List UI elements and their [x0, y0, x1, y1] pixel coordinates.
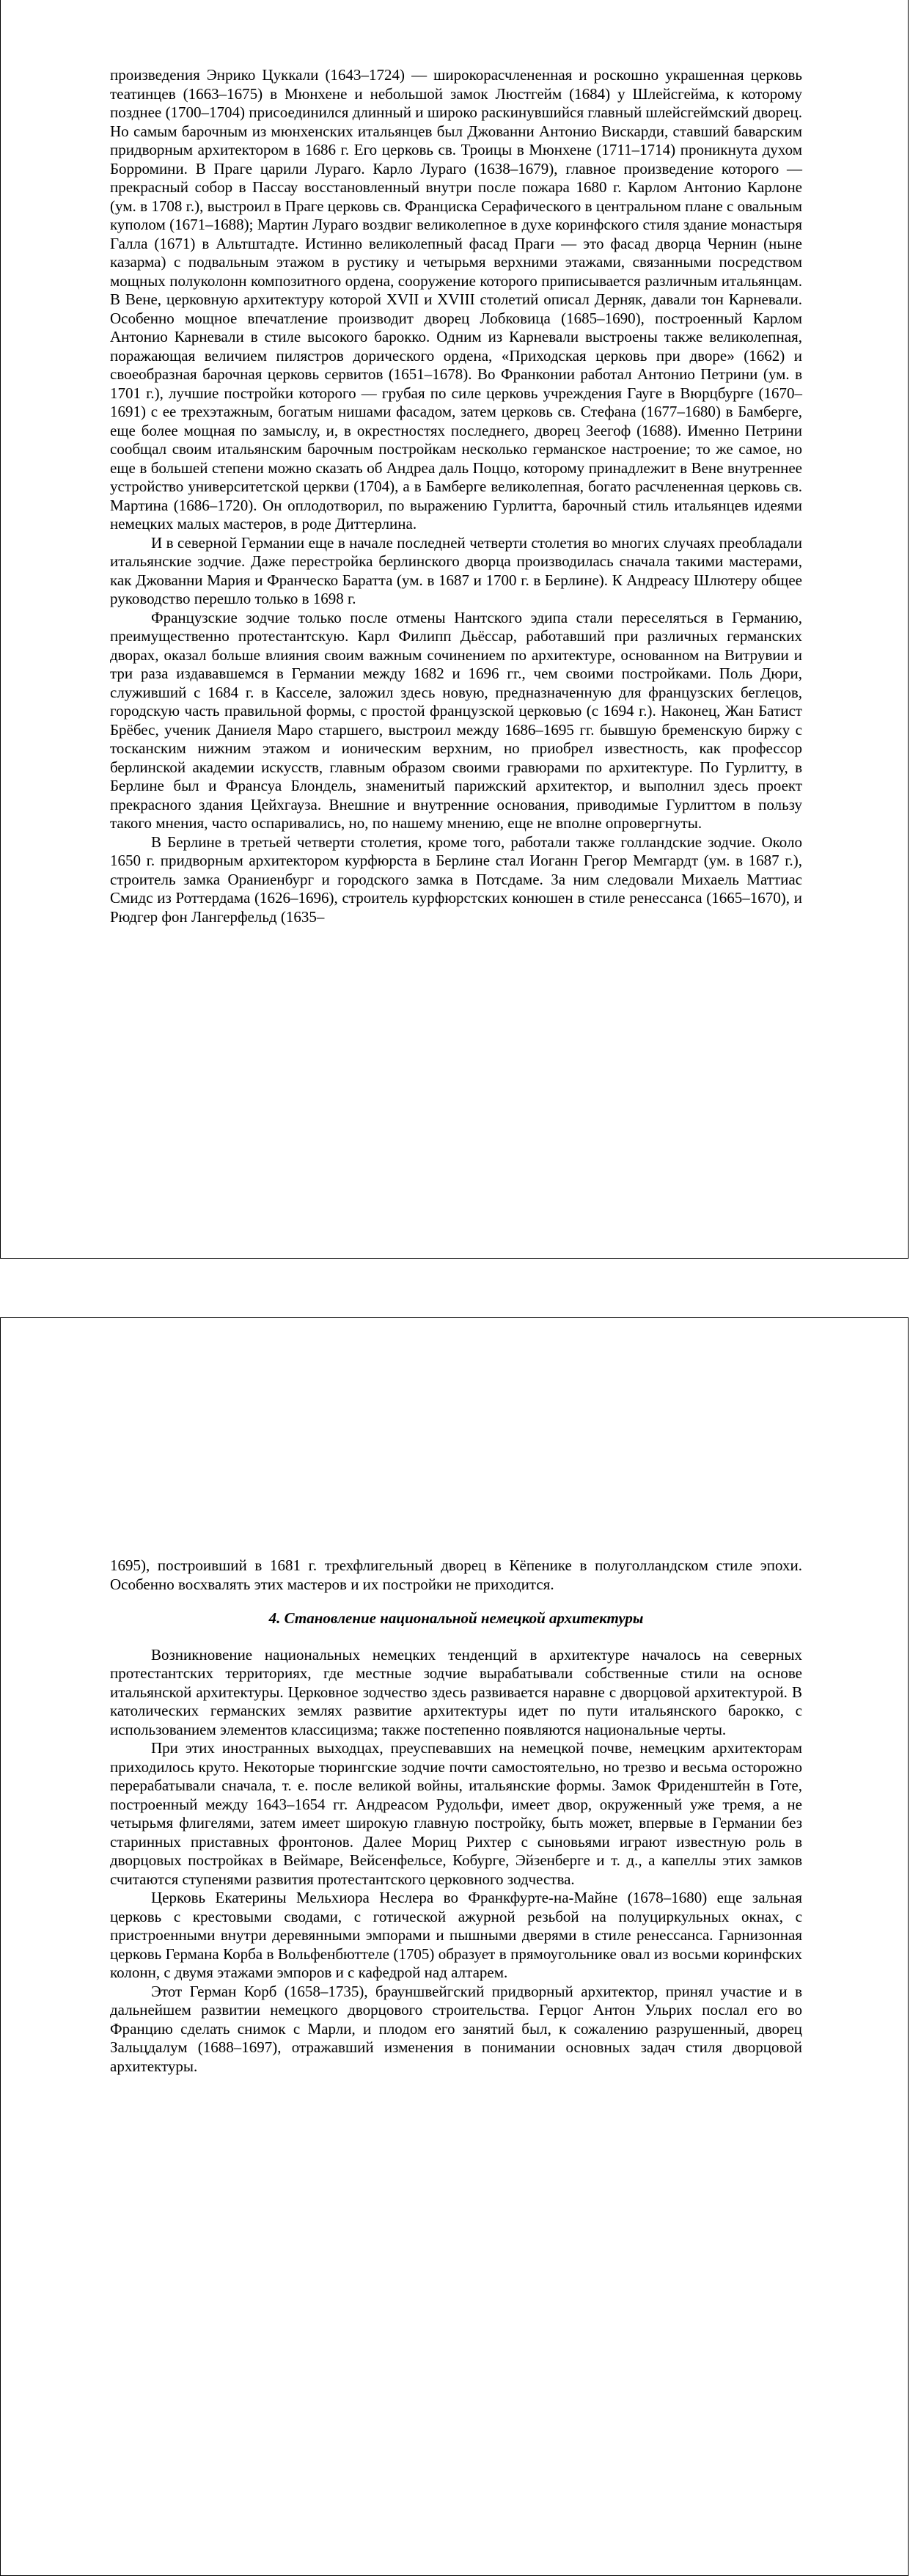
page-1-text [110, 66, 802, 926]
paragraph-hermann-korb: Этот Герман Корб (1658–1735), брауншвейгский придворный архитектор, принял участие и в дальнейшем развитии немецкого дворцового строительства. Герцог Антон Ульрих послал его во Францию сделать снимок с Марли, и плодом его занятий был, к сожалению разрушенный, дворец Зальцдалум (1688–1697), отражавший изменения в понимании основных задач стиля дворцовой архитектуры. [110, 1982, 802, 2075]
paragraph-north-germany: И в северной Германии еще в начале последней четверти столетия во многих случаях преобладали итальянские зодчие. Даже перестройка берлинского дворца производилась сначала такими мастерами, как Джованни Мария и Франческо Баратта (ум. в 1687 и 1700 г. в Берлине). К Андреасу Шлютеру общее руководство перешло только в 1698 г. [110, 533, 802, 607]
document-page-2 [0, 1317, 909, 2576]
page-2-text [110, 1556, 802, 2076]
paragraph-continuation: произведения Энрико Цуккали (1643–1724) — широкорасчлененная и роскошно украшенная церковь театинцев (1663–1675) в Мюнхене и небольшой замок Люстгейм (1684) у Шлейсгейма, к которому позднее (1700–1704) присоединился длинный и широко раскинувшийся главный шлейсгеймский дворец. Но самым барочным из мюнхенских итальянцев был Джованни Антонио Вискарди, ставший баварским придворным архитектором в 1686 г. Его церковь св. Троицы в Мюнхене (1711–1714) проникнута духом Борромини. В Праге царили Лураго. Карло Лураго (1638–1679), главное произведение которого — прекрасный собор в Пассау восстановленный внутри после пожара 1680 г. Карлом Антонио Карлоне (ум. в 1708 г.), выстроил в Праге церковь св. Франциска Серафического в центральном плане с овальным куполом (1671–1688); Мартин Лураго воздвиг великолепное в духе коринфского стиля здание монастыря Галла (1671) в Альтштадте. Истинно великолепный фасад Праги — это фасад дворца Чернин (ныне казарма) с подвальным этажом в рустику и четырьмя верхними этажами, связанными посредством мощных полуколонн композитного ордена, сооружение которого приписывается различным итальянцам. В Вене, церковную архитектуру которой XVII и XVIII столетий описал Дерняк, давали тон Карневали. Особенно мощное впечатление производит дворец Лобковица (1685–1690), построенный Карлом Антонио Карневали в стиле высокого барокко. Одним из Карневали выстроены также великолепная, поражающая величием пилястров дорического ордена, «Приходская церковь при дворе» (1662) и своеобразная барочная церковь сервитов (1651–1678). Во Франконии работал Антонио Петрини (ум. в 1701 г.), лучшие постройки которого — грубая по силе церковь учреждения Гауге в Вюрцбурге (1670–1691) с ее трехэтажным, богатым нишами фасадом, затем церковь св. Стефана (1677–1680) в Бамберге, еще более мощная по замыслу, и, в окрестностях последнего, дворец Зеегоф (1688). Именно Петрини сообщал своим итальянским барочным постройкам несколько германское настроение; то же самое, но еще в большей степени можно сказать об Андреа даль Поццо, которому принадлежит в Вене внутреннее устройство университетской церкви (1704), а в Бамберге великолепная, богато расчлененная церковь св. Мартина (1686–1720). Он оплодотворил, по выражению Гурлитта, барочный стиль итальянцев идеями немецких малых мастеров, в роде Диттерлина. [110, 66, 802, 533]
paragraph-french-architects: Французские зодчие только после отмены Нантского эдипа стали переселяться в Германию, преимущественно протестантскую. Карл Филипп Дьёссар, работавший при различных германских дворах, оказал больше влияния своим важным сочинением по архитектуре, основанном на Витрувии и три раза издававшемся в Германии между 1682 и 1696 гг., чем своими постройками. Поль Дюри, служивший с 1684 г. в Касселе, заложил здесь новую, предназначенную для французских беглецов, городскую часть правильной формы, с простой французской церковью (с 1694 г.). Наконец, Жан Батист Брёбес, ученик Даниеля Маро старшего, выстроил между 1686–1695 гг. бывшую бременскую биржу с тосканским нижним этажом и ионическим верхним, но приобрел известность, как профессор берлинской академии искусств, главным образом своими гравюрами по архитектуре. По Гурлитту, в Берлине был и Франсуа Блондель, знаменитый парижский архитектор, и выполнил здесь проект прекрасного здания Цейхгауза. Внешние и внутренние основания, приводимые Гурлиттом в пользу такого мнения, часто оспаривались, но, по нашему мнению, еще не вполне опровергнуты. [110, 608, 802, 832]
paragraph-continuation: 1695), построивший в 1681 г. трехфлигельный дворец в Кёпенике в полуголландском стиле эпохи. Особенно восхвалять этих мастеров и их постройки не приходится. [110, 1556, 802, 1593]
paragraph-thuringian-architects: При этих иностранных выходцах, преуспевавших на немецкой почве, немецким архитекторам приходилось круто. Некоторые тюрингские зодчие почти самостоятельно, но трезво и весьма осторожно перерабатывали сначала, т. е. после великой войны, итальянские формы. Замок Фриденштейн в Готе, построенный между 1643–1654 гг. Андреасом Рудольфи, имеет двор, окруженный уже тремя, а не четырьмя флигелями, затем имеет широкую главную постройку, быть может, впервые в Германии без старинных приставных фронтонов. Далее Мориц Рихтер с сыновьями играют известную роль в дворцовых постройках в Веймаре, Вейсенфельсе, Кобурге, Эйзенберге и т. д., а капеллы этих замков считаются ступенями развития протестантского церковного зодчества. [110, 1739, 802, 1888]
document-page-1 [0, 0, 909, 1259]
paragraph-dutch-architects: В Берлине в третьей четверти столетия, кроме того, работали также голландские зодчие. Около 1650 г. придворным архитектором курфюрста в Берлине стал Иоганн Грегор Мемгардт (ум. в 1687 г.), строитель замка Ораниенбург и городского замка в Потсдаме. За ним следовали Михаель Маттиас Смидс из Роттердама (1626–1696), строитель курфюрстских конюшен в стиле ренессанса (1665–1670), и Рюдгер фон Лангерфельд (1635– [110, 833, 802, 926]
paragraph-national-tendencies: Возникновение национальных немецких тенденций в архитектуре началось на северных протестантских территориях, где местные зодчие вырабатывали собственные стили на основе итальянской архитектуры. Церковное зодчество здесь развивается наравне с дворцовой архитектурой. В католических германских землях развитие архитектуры идет по пути итальянского барокко, с использованием элементов классицизма; также постепенно появляются национальные черты. [110, 1645, 802, 1738]
paragraph-frankfurt-church: Церковь Екатерины Мельхиора Неслера во Франкфурте-на-Майне (1678–1680) еще зальная церковь с крестовыми сводами, с готической ажурной резьбой на полуциркульных окнах, с пристроенными внутри деревянными эмпорами и пышными дверями в стиле ренессанса. Гарнизонная церковь Германа Корба в Вольфенбюттеле (1705) образует в прямоугольнике овал из восьми коринфских колонн, с двумя этажами эмпоров и с кафедрой над алтарем. [110, 1889, 802, 1981]
section-heading: 4. Становление национальной немецкой архитектуры [268, 1609, 644, 1627]
page-gap [0, 1259, 910, 1317]
